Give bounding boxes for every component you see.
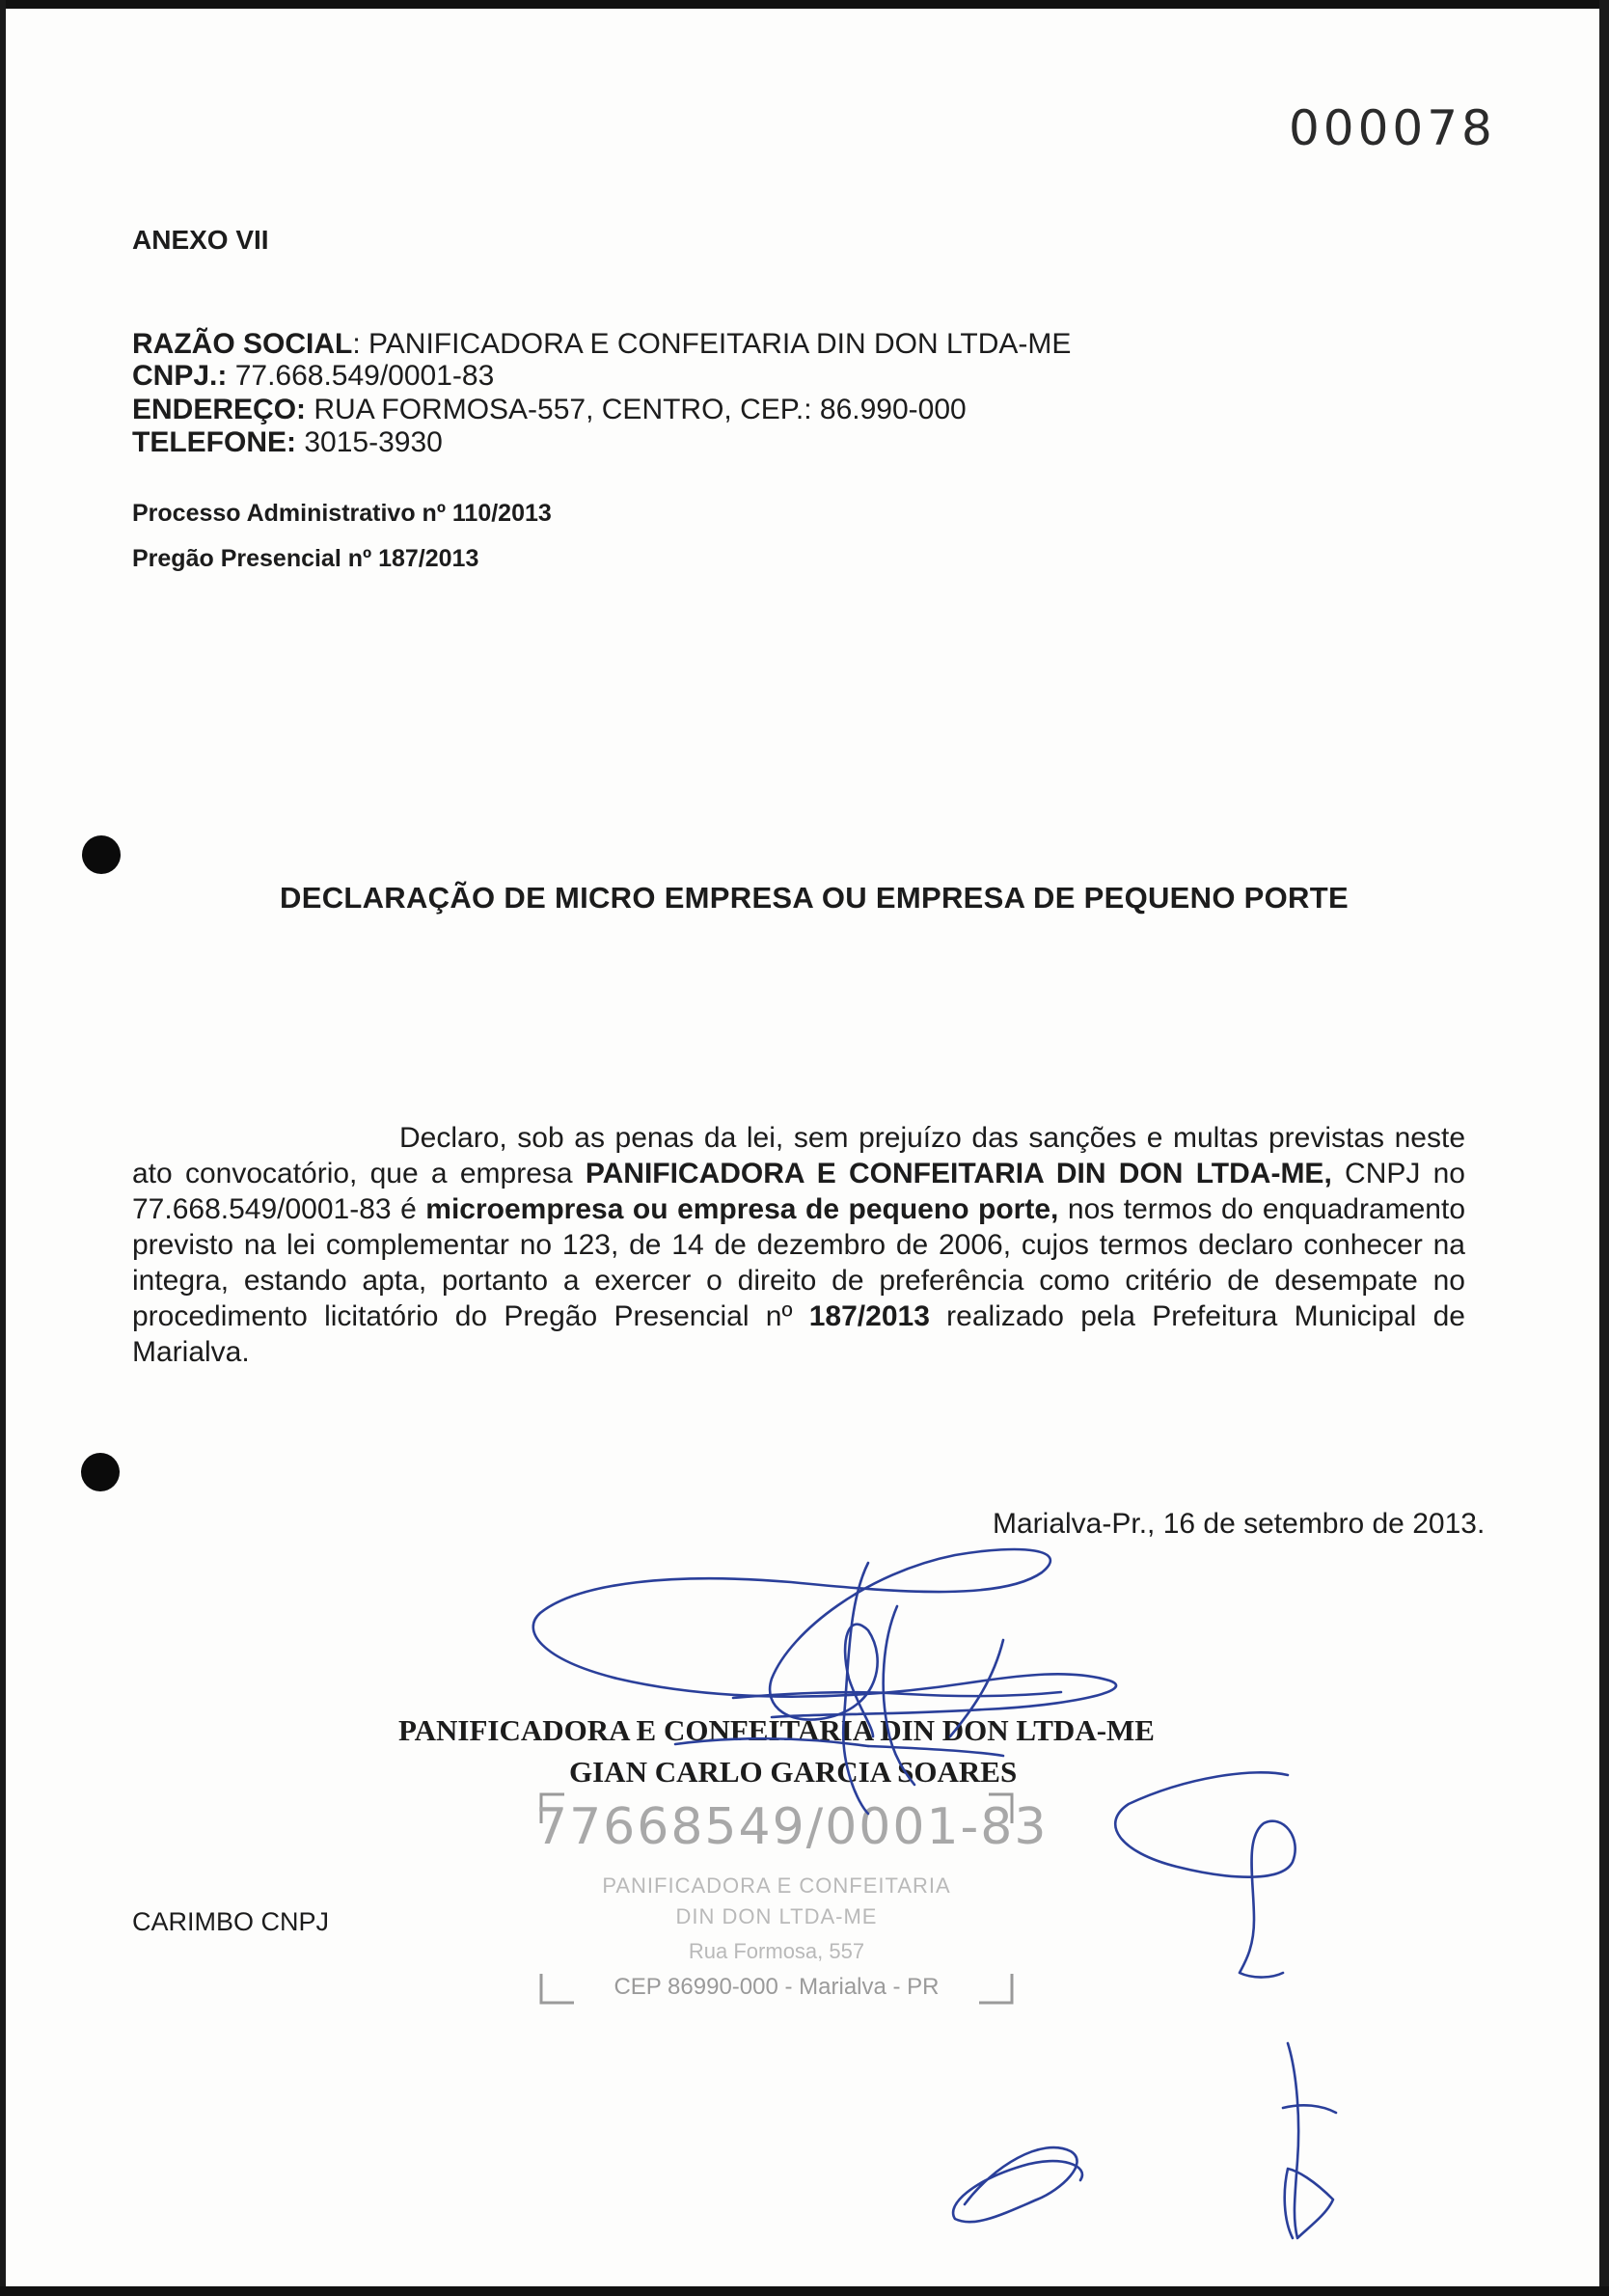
- page-number: 000078: [1289, 100, 1496, 156]
- signature-stroke: [733, 1692, 1061, 1698]
- field-label: ENDEREÇO:: [132, 394, 307, 425]
- declaration-text: nos termos do enquadramento previsto na lei complementar no 123, de 14 de dezembro de 2006, cujos termos declaro conhecer na integra, estando apta, portanto a exercer o direito de preferência como critério de desempate no procedimento licitatório do Pregão Presencial nº: [132, 1193, 1466, 1332]
- cnpj-stamp: [535, 1785, 1049, 2016]
- stamp-line: Rua Formosa, 557: [688, 1939, 865, 1963]
- signature-stroke: [533, 1613, 1116, 1717]
- date-line: Marialva-Pr., 16 de setembro de 2013.: [993, 1508, 1486, 1540]
- field-value: 77.668.549/0001-83: [234, 360, 495, 392]
- signature-name: GIAN CARLO GARCIA SOARES: [569, 1755, 1018, 1789]
- field-cnpj: [132, 360, 494, 393]
- scan-edge-right: [1599, 0, 1609, 2296]
- declaration-text: CNPJ no 77.668.549/0001-83 é: [132, 1158, 1465, 1225]
- declaration-company: PANIFICADORA E CONFEITARIA DIN DON LTDA-ME,: [585, 1158, 1332, 1189]
- field-address: [132, 394, 967, 426]
- field-separator: [227, 360, 234, 392]
- initial-mark: [1283, 2105, 1336, 2113]
- signature-company: PANIFICADORA E CONFEITARIA DIN DON LTDA-ME: [398, 1713, 1155, 1747]
- field-value: RUA FORMOSA-557, CENTRO, CEP.: 86.990-000: [314, 394, 967, 425]
- initial-mark: [1285, 2043, 1333, 2238]
- field-label: CNPJ.:: [132, 360, 228, 392]
- scan-edge-bottom: [0, 2286, 1609, 2296]
- annex-title: ANEXO VII: [132, 225, 269, 255]
- stamp-line: CEP 86990-000 - Marialva - PR: [614, 1974, 940, 2000]
- declaration-classification: microempresa ou empresa de pequeno porte,: [425, 1193, 1059, 1225]
- declaration-body: [132, 1120, 1465, 1370]
- stamp-label: CARIMBO CNPJ: [132, 1907, 330, 1936]
- field-separator: :: [352, 328, 368, 360]
- punch-hole: [81, 1453, 120, 1491]
- main-signature-loop: [540, 1549, 1050, 1736]
- field-company-name: [132, 328, 1071, 361]
- auction-number: Pregão Presencial nº 187/2013: [132, 545, 479, 572]
- declaration-text: Declaro, sob as penas da lei, sem prejuízo das sanções e multas previstas neste ato convocatório, que a empresa: [132, 1122, 1465, 1189]
- field-phone: [132, 426, 443, 459]
- declaration-auction-number: 187/2013: [808, 1300, 930, 1332]
- punch-hole: [82, 835, 121, 874]
- administrative-process: Processo Administrativo nº 110/2013: [132, 500, 552, 527]
- stamp-line: PANIFICADORA E CONFEITARIA: [602, 1873, 951, 1898]
- stamp-line: DIN DON LTDA-ME: [675, 1904, 878, 1928]
- field-value: PANIFICADORA E CONFEITARIA DIN DON LTDA-ME: [368, 328, 1072, 360]
- scan-edge-left: [0, 0, 6, 2296]
- scan-edge-top: [0, 0, 1609, 9]
- initial-scribble: [953, 2147, 1082, 2222]
- field-label: TELEFONE:: [132, 426, 296, 458]
- declaration-text: realizado pela Prefeitura Municipal de Marialva.: [132, 1300, 1465, 1368]
- field-value: 3015-3930: [304, 426, 443, 458]
- declaration-heading: DECLARAÇÃO DE MICRO EMPRESA OU EMPRESA DE PEQUENO PORTE: [280, 881, 1349, 915]
- right-loop-signature: [1115, 1772, 1295, 1977]
- stamp-cnpj: 77668549/0001-83: [535, 1798, 1049, 1856]
- field-label: RAZÃO SOCIAL: [132, 328, 353, 360]
